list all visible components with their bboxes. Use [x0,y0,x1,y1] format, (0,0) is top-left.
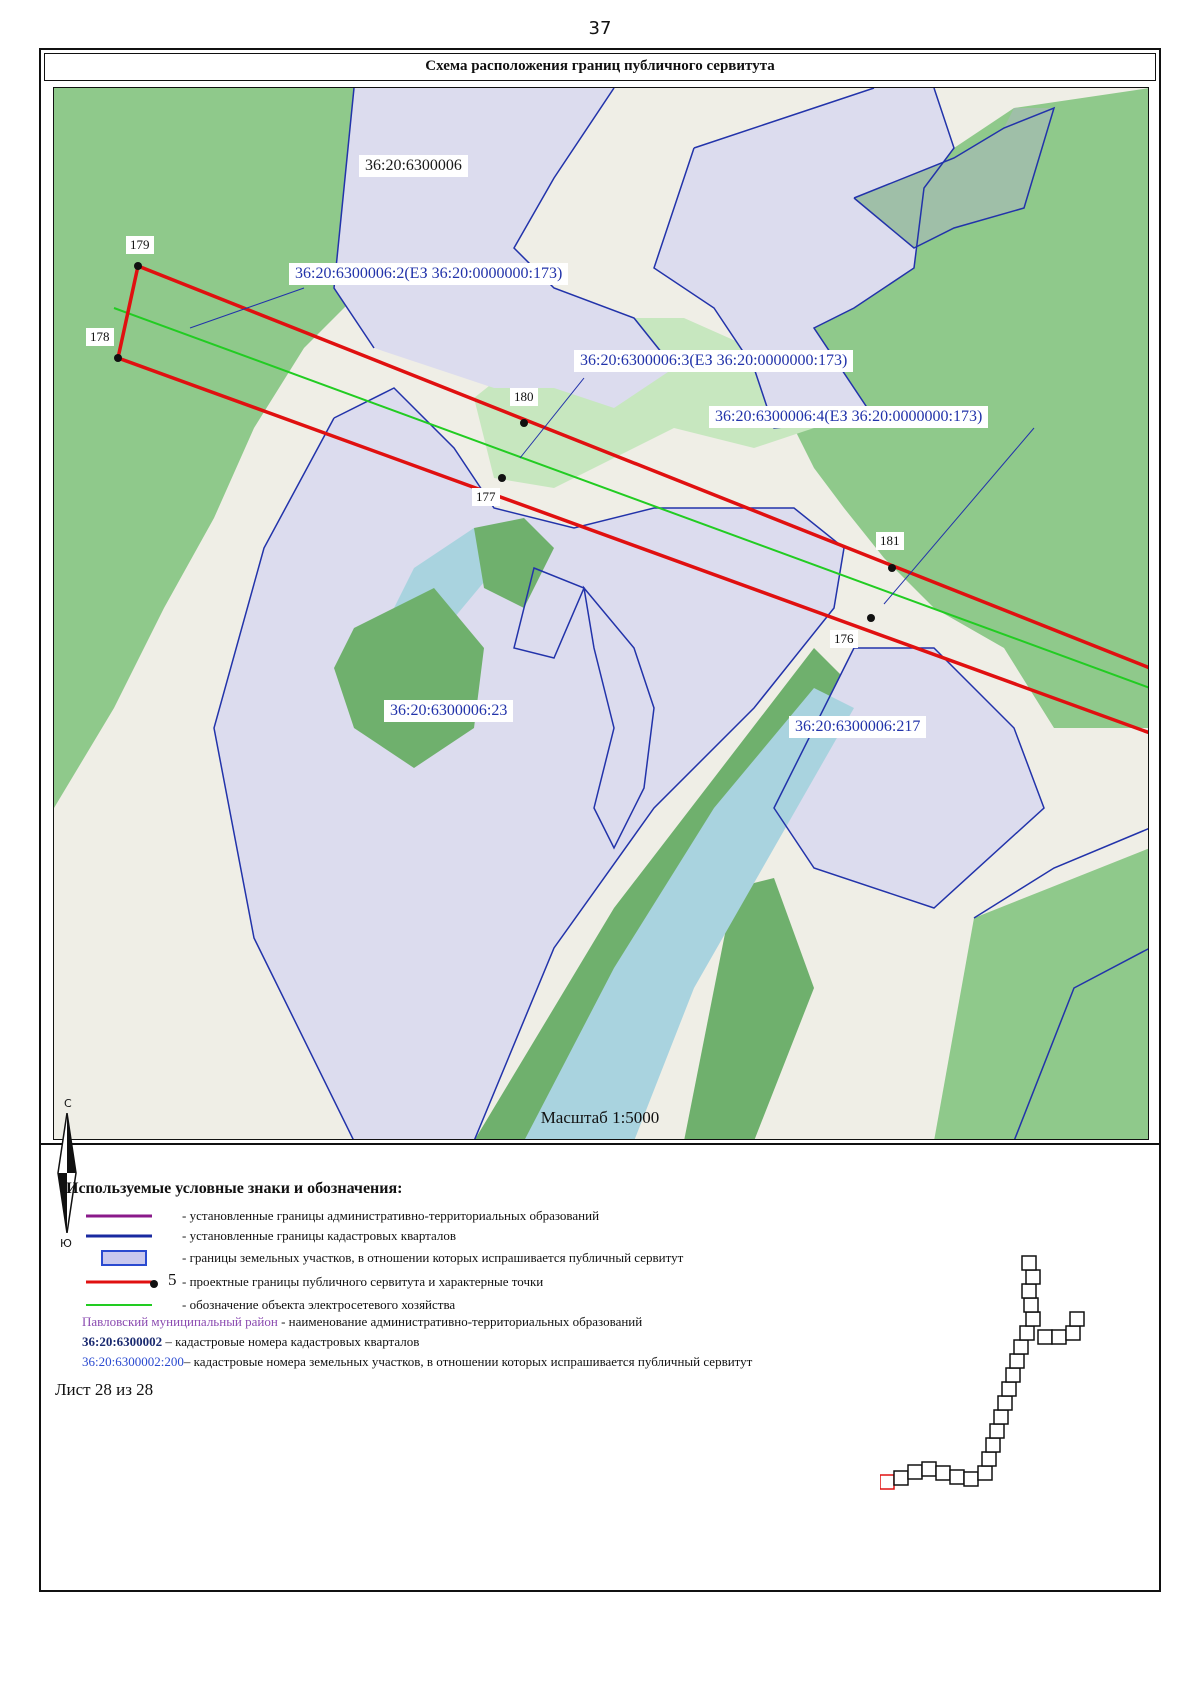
quarter-label: 36:20:6300006 [359,155,468,177]
legend-name-parcel: 36:20:6300002:200– кадастровые номера земельных участков, в отношении которых испрашивается публичный сервитут [82,1354,753,1369]
point-177 [498,474,506,482]
point-label-176: 176 [830,630,858,648]
map-canvas[interactable] [53,87,1149,1140]
point-label-179: 179 [126,236,154,254]
parcel-label-2: 36:20:6300006:2(ЕЗ 36:20:0000000:173) [289,263,568,285]
legend-divider [41,1143,1159,1145]
point-178 [114,354,122,362]
legend-title: Используемые условные знаки и обозначения: [66,1180,403,1197]
south-label: Ю [60,1237,72,1250]
power-line-icon [82,1295,168,1315]
parcel-label-4: 36:20:6300006:4(ЕЗ 36:20:0000000:173) [709,406,988,428]
point-label-180: 180 [510,388,538,406]
page-number: 37 [588,18,612,39]
point-176 [867,614,875,622]
servitude-boundary-icon [82,1272,168,1292]
parcel-label-3: 36:20:6300006:3(ЕЗ 36:20:0000000:173) [574,350,853,372]
parcel-label-23: 36:20:6300006:23 [384,700,513,722]
point-label-178: 178 [86,328,114,346]
point-label-177: 177 [472,488,500,506]
parcel-boundary-icon [82,1248,168,1268]
point-179 [134,262,142,270]
page-title: Схема расположения границ публичного сервитута [44,53,1156,81]
north-arrow [52,1097,82,1257]
legend-name-quarter: 36:20:6300002 – кадастровые номера кадастровых кварталов [82,1334,420,1349]
compass-icon [52,1113,82,1233]
admin-boundary-icon [82,1206,168,1226]
sheet-index-map [880,1250,1140,1490]
point-181 [888,564,896,572]
scale-text: Масштаб 1:5000 [540,1108,660,1127]
sheet-number: Лист 28 из 28 [55,1380,154,1399]
point-label-181: 181 [876,532,904,550]
parcel-label-217: 36:20:6300006:217 [789,716,926,738]
legend-name-admin: Павловский муниципальный район - наименование административно-территориальных образований [82,1314,643,1329]
north-label: С [64,1097,72,1110]
point-180 [520,419,528,427]
quarter-boundary-icon [82,1226,168,1246]
